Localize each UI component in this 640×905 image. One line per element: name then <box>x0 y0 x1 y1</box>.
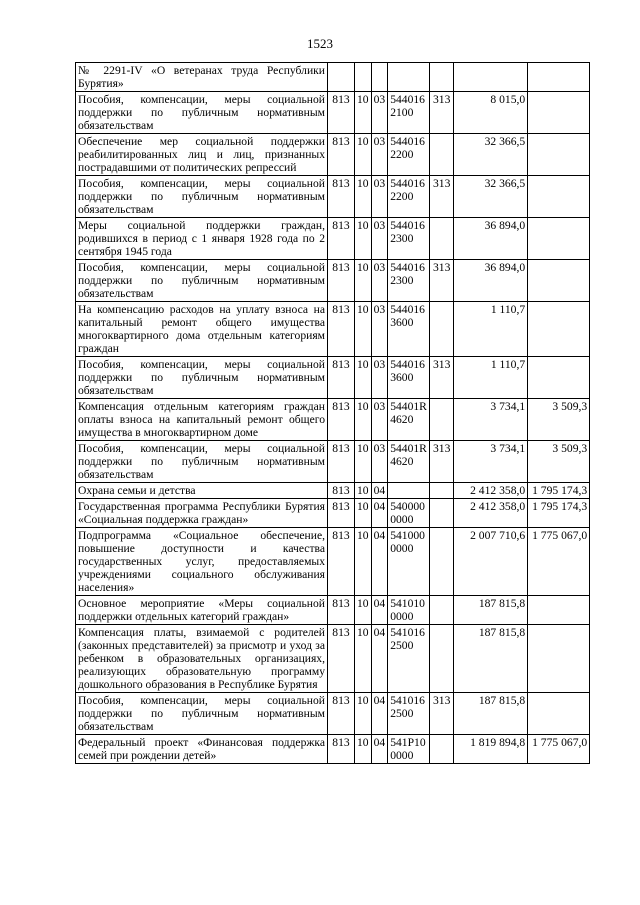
row-sum-1-cell: 1 110,7 <box>454 357 528 399</box>
row-name-cell: Охрана семьи и детства <box>76 483 328 499</box>
row-subsection-cell: 03 <box>371 260 388 302</box>
row-name-cell: Федеральный проект «Финансовая поддержка семей при рождении детей» <box>76 735 328 764</box>
row-section-cell: 10 <box>355 625 372 693</box>
row-grbs-cell: 813 <box>328 499 355 528</box>
row-sum-1-cell: 1 819 894,8 <box>454 735 528 764</box>
row-grbs-cell: 813 <box>328 134 355 176</box>
row-sum-1-cell: 2 412 358,0 <box>454 483 528 499</box>
row-section-cell: 10 <box>355 441 372 483</box>
table-row <box>76 625 590 693</box>
row-grbs-cell: 813 <box>328 625 355 693</box>
row-subsection-cell: 03 <box>371 441 388 483</box>
row-expense-type-cell <box>430 735 454 764</box>
row-sum-2-cell <box>528 63 590 92</box>
row-sum-2-cell: 3 509,3 <box>528 399 590 441</box>
row-expense-type-cell <box>430 302 454 357</box>
row-name-cell: Пособия, компенсации, меры социальной поддержки по публичным нормативным обязательствам <box>76 260 328 302</box>
row-sum-2-cell <box>528 92 590 134</box>
row-sum-2-cell <box>528 134 590 176</box>
row-expense-type-cell: 313 <box>430 92 454 134</box>
row-grbs-cell: 813 <box>328 596 355 625</box>
row-grbs-cell <box>328 63 355 92</box>
row-target-code-cell <box>388 63 430 92</box>
row-subsection-cell: 04 <box>371 625 388 693</box>
table-row <box>76 441 590 483</box>
row-grbs-cell: 813 <box>328 528 355 596</box>
row-sum-2-cell <box>528 693 590 735</box>
table-row <box>76 693 590 735</box>
row-section-cell: 10 <box>355 357 372 399</box>
table-row <box>76 499 590 528</box>
row-subsection-cell: 03 <box>371 176 388 218</box>
row-target-code-cell: 54401R 4620 <box>388 441 430 483</box>
row-sum-2-cell: 1 795 174,3 <box>528 499 590 528</box>
row-sum-1-cell: 36 894,0 <box>454 218 528 260</box>
row-name-cell: Пособия, компенсации, меры социальной поддержки по публичным нормативным обязательствам <box>76 176 328 218</box>
row-sum-1-cell <box>454 63 528 92</box>
row-target-code-cell: 544016 2300 <box>388 260 430 302</box>
row-name-cell: Пособия, компенсации, меры социальной поддержки по публичным нормативным обязательствам <box>76 357 328 399</box>
row-name-cell: Пособия, компенсации, меры социальной поддержки по публичным нормативным обязательствам <box>76 693 328 735</box>
row-grbs-cell: 813 <box>328 357 355 399</box>
row-target-code-cell: 541010 0000 <box>388 596 430 625</box>
row-sum-2-cell: 1 795 174,3 <box>528 483 590 499</box>
row-section-cell: 10 <box>355 693 372 735</box>
table-row <box>76 596 590 625</box>
budget-table <box>75 62 590 764</box>
row-sum-2-cell <box>528 596 590 625</box>
table-body <box>76 63 590 764</box>
row-sum-2-cell: 3 509,3 <box>528 441 590 483</box>
table-row <box>76 260 590 302</box>
row-target-code-cell: 544016 2200 <box>388 134 430 176</box>
row-name-cell: Компенсация отдельным категориям граждан оплаты взноса на капитальный ремонт общего имущества в многоквартирном доме <box>76 399 328 441</box>
row-sum-2-cell <box>528 357 590 399</box>
row-grbs-cell: 813 <box>328 176 355 218</box>
row-expense-type-cell <box>430 625 454 693</box>
table-row <box>76 134 590 176</box>
row-expense-type-cell: 313 <box>430 176 454 218</box>
row-expense-type-cell: 313 <box>430 693 454 735</box>
page-number: 1523 <box>307 36 333 51</box>
row-grbs-cell: 813 <box>328 693 355 735</box>
row-name-cell: Компенсация платы, взимаемой с родителей (законных представителей) за присмотр и уход за ребенком в образовательных организациях, реализующих образовательную программу дошкольного образования в Республике Бурятия <box>76 625 328 693</box>
row-sum-1-cell: 187 815,8 <box>454 596 528 625</box>
table-row <box>76 63 590 92</box>
row-subsection-cell: 04 <box>371 693 388 735</box>
row-sum-1-cell: 2 412 358,0 <box>454 499 528 528</box>
row-sum-1-cell: 3 734,1 <box>454 399 528 441</box>
row-name-cell: Подпрограмма «Социальное обеспечение, повышение доступности и качества государственных услуг, предоставляемых учреждениями социального обслуживания населения» <box>76 528 328 596</box>
row-subsection-cell: 03 <box>371 302 388 357</box>
row-section-cell: 10 <box>355 260 372 302</box>
table-row <box>76 528 590 596</box>
row-sum-2-cell <box>528 302 590 357</box>
row-grbs-cell: 813 <box>328 218 355 260</box>
row-section-cell: 10 <box>355 528 372 596</box>
row-expense-type-cell <box>430 134 454 176</box>
row-target-code-cell <box>388 483 430 499</box>
row-expense-type-cell: 313 <box>430 441 454 483</box>
row-grbs-cell: 813 <box>328 483 355 499</box>
row-name-cell: Основное мероприятие «Меры социальной поддержки отдельных категорий граждан» <box>76 596 328 625</box>
row-section-cell: 10 <box>355 92 372 134</box>
row-subsection-cell: 04 <box>371 735 388 764</box>
table-row <box>76 735 590 764</box>
table-row <box>76 399 590 441</box>
row-subsection-cell: 03 <box>371 357 388 399</box>
row-sum-2-cell <box>528 625 590 693</box>
row-expense-type-cell <box>430 483 454 499</box>
table-row <box>76 176 590 218</box>
row-expense-type-cell <box>430 528 454 596</box>
row-grbs-cell: 813 <box>328 441 355 483</box>
row-name-cell: Пособия, компенсации, меры социальной поддержки по публичным нормативным обязательствам <box>76 441 328 483</box>
row-section-cell: 10 <box>355 483 372 499</box>
row-expense-type-cell <box>430 218 454 260</box>
row-target-code-cell: 541000 0000 <box>388 528 430 596</box>
row-sum-1-cell: 32 366,5 <box>454 134 528 176</box>
row-target-code-cell: 541P10 0000 <box>388 735 430 764</box>
row-name-cell: На компенсацию расходов на уплату взноса на капитальный ремонт общего имущества многоквартирного дома отдельным категориям граждан <box>76 302 328 357</box>
row-grbs-cell: 813 <box>328 735 355 764</box>
row-target-code-cell: 544016 2200 <box>388 176 430 218</box>
row-subsection-cell: 03 <box>371 92 388 134</box>
row-name-cell: № 2291-IV «О ветеранах труда Республики Бурятия» <box>76 63 328 92</box>
table-row <box>76 218 590 260</box>
table-row <box>76 483 590 499</box>
table-row <box>76 302 590 357</box>
table-row <box>76 92 590 134</box>
row-section-cell: 10 <box>355 499 372 528</box>
row-sum-1-cell: 8 015,0 <box>454 92 528 134</box>
row-expense-type-cell <box>430 63 454 92</box>
row-target-code-cell: 544016 2300 <box>388 218 430 260</box>
row-expense-type-cell <box>430 399 454 441</box>
row-subsection-cell: 03 <box>371 399 388 441</box>
row-subsection-cell: 04 <box>371 596 388 625</box>
row-expense-type-cell <box>430 596 454 625</box>
row-name-cell: Меры социальной поддержки граждан, родившихся в период с 1 января 1928 года по 2 сентября 1945 года <box>76 218 328 260</box>
row-target-code-cell: 541016 2500 <box>388 693 430 735</box>
row-sum-2-cell <box>528 218 590 260</box>
row-target-code-cell: 544016 3600 <box>388 302 430 357</box>
row-section-cell: 10 <box>355 735 372 764</box>
row-target-code-cell: 540000 0000 <box>388 499 430 528</box>
row-sum-1-cell: 32 366,5 <box>454 176 528 218</box>
row-grbs-cell: 813 <box>328 302 355 357</box>
row-section-cell: 10 <box>355 302 372 357</box>
row-expense-type-cell <box>430 499 454 528</box>
row-target-code-cell: 541016 2500 <box>388 625 430 693</box>
row-grbs-cell: 813 <box>328 260 355 302</box>
row-sum-1-cell: 187 815,8 <box>454 625 528 693</box>
row-sum-2-cell <box>528 260 590 302</box>
row-section-cell: 10 <box>355 134 372 176</box>
table-row <box>76 357 590 399</box>
row-subsection-cell: 04 <box>371 483 388 499</box>
row-section-cell: 10 <box>355 218 372 260</box>
row-target-code-cell: 544016 2100 <box>388 92 430 134</box>
row-name-cell: Обеспечение мер социальной поддержки реабилитированных лиц и лиц, признанных пострадавшими от политических репрессий <box>76 134 328 176</box>
row-grbs-cell: 813 <box>328 92 355 134</box>
row-sum-1-cell: 3 734,1 <box>454 441 528 483</box>
row-sum-2-cell <box>528 176 590 218</box>
row-name-cell: Пособия, компенсации, меры социальной поддержки по публичным нормативным обязательствам <box>76 92 328 134</box>
row-sum-2-cell: 1 775 067,0 <box>528 735 590 764</box>
row-name-cell: Государственная программа Республики Бурятия «Социальная поддержка граждан» <box>76 499 328 528</box>
row-section-cell: 10 <box>355 399 372 441</box>
row-sum-1-cell: 36 894,0 <box>454 260 528 302</box>
row-section-cell: 10 <box>355 176 372 218</box>
row-expense-type-cell: 313 <box>430 357 454 399</box>
row-sum-1-cell: 1 110,7 <box>454 302 528 357</box>
row-subsection-cell: 03 <box>371 134 388 176</box>
row-subsection-cell: 04 <box>371 499 388 528</box>
row-subsection-cell: 03 <box>371 218 388 260</box>
row-target-code-cell: 544016 3600 <box>388 357 430 399</box>
row-target-code-cell: 54401R 4620 <box>388 399 430 441</box>
row-section-cell: 10 <box>355 596 372 625</box>
row-subsection-cell <box>371 63 388 92</box>
row-sum-2-cell: 1 775 067,0 <box>528 528 590 596</box>
row-grbs-cell: 813 <box>328 399 355 441</box>
row-expense-type-cell: 313 <box>430 260 454 302</box>
row-subsection-cell: 04 <box>371 528 388 596</box>
row-sum-1-cell: 2 007 710,6 <box>454 528 528 596</box>
row-section-cell <box>355 63 372 92</box>
row-sum-1-cell: 187 815,8 <box>454 693 528 735</box>
